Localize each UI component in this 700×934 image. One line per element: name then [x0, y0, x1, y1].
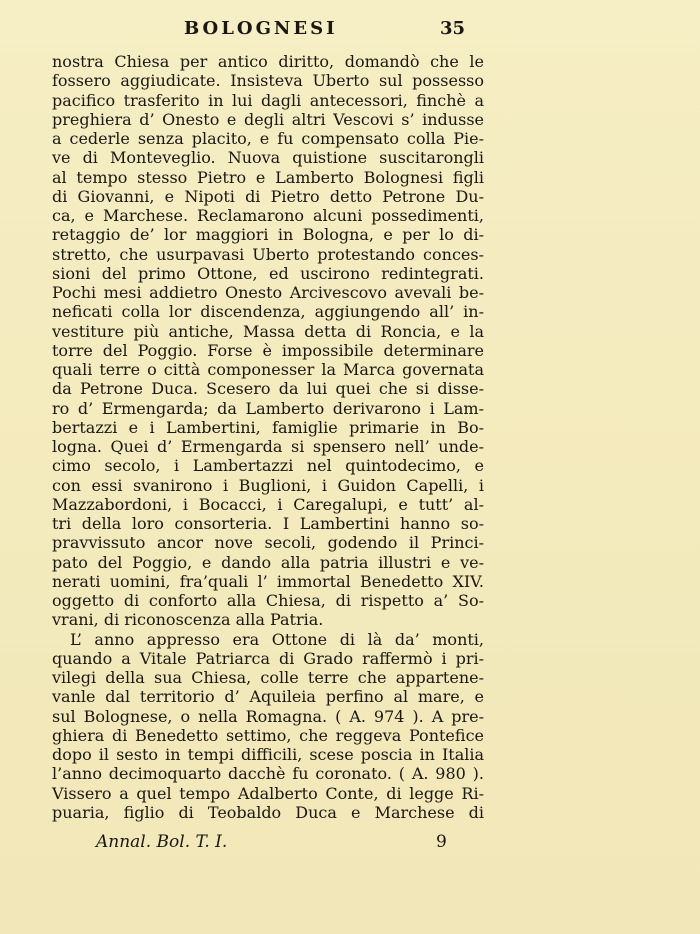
text-line: vanle dal territorio d’ Aquileia perfino al mare, e — [52, 687, 484, 707]
text-line: bertazzi e i Lambertini, famiglie primarie in Bo- — [52, 417, 484, 437]
text-line: dopo il sesto in tempi difficili, scese poscia in Italia — [52, 745, 484, 764]
text-line: nerati uomini, fra’quali l’ immortal Benedetto XIV. — [52, 571, 484, 591]
text-line: quando a Vitale Patriarca di Grado raffermò i pri- — [52, 648, 484, 668]
text-line: quali terre o città componesser la Marca governata — [52, 360, 484, 379]
text-line: stretto, che usurpavasi Uberto protestando conces- — [52, 244, 484, 264]
text-line: Mazzabordoni, i Bocacci, i Caregalupi, e tutt’ al- — [52, 494, 484, 514]
text-line: tri della loro consorteria. I Lambertini hanno so- — [52, 514, 484, 533]
text-line: da Petrone Duca. Scesero da lui quei che si disse- — [52, 379, 484, 399]
text-line: al tempo stesso Pietro e Lamberto Bolognesi figli — [52, 167, 484, 187]
text-line: l’anno decimoquarto dacchè fu coronato. ( A. 980 ). — [52, 764, 484, 784]
page-footer — [52, 832, 484, 856]
text-line: con essi svanirono i Buglioni, i Guidon Capelli, i — [52, 475, 484, 495]
running-head: BOLOGNESI — [184, 18, 338, 39]
text-line: Pochi mesi addietro Onesto Arcivescovo avevali be- — [52, 283, 484, 302]
text-line: ghiera di Benedetto settimo, che reggeva Pontefice — [52, 725, 484, 745]
sheet-number: 9 — [436, 832, 447, 852]
page-number: 35 — [440, 18, 466, 39]
text-line: neficati colla lor discendenza, aggiungendo all’ in- — [52, 302, 484, 322]
text-line: preghiera d’ Onesto e degli altri Vescovi s’ indusse — [52, 109, 484, 129]
paragraph-last-line: vrani, di riconoscenza alla Patria. — [52, 610, 324, 630]
text-line: nostra Chiesa per antico diritto, domandò che le — [52, 52, 484, 71]
text-line: ca, e Marchese. Reclamarono alcuni possedimenti, — [52, 206, 484, 225]
text-line: ro d’ Ermengarda; da Lamberto derivarono i Lam- — [52, 398, 484, 418]
signature-mark: Annal. Bol. T. I. — [96, 832, 228, 852]
text-line: vilegi della sua Chiesa, colle terre che appartene- — [52, 668, 484, 687]
text-line: sul Bolognese, o nella Romagna. ( A. 974 ). A pre- — [52, 706, 484, 726]
text-line: logna. Quei d’ Ermengarda si spensero nell’ unde- — [52, 437, 484, 456]
text-line: sioni del primo Ottone, ed uscirono redintegrati. — [52, 263, 484, 283]
body-text — [52, 52, 484, 822]
text-line: vestiture più antiche, Massa detta di Roncia, e la — [52, 321, 484, 341]
text-line: di Giovanni, e Nipoti di Pietro detto Petrone Du- — [52, 186, 484, 206]
text-line: torre del Poggio. Forse è impossibile determinare — [52, 340, 484, 360]
text-line: oggetto di conforto alla Chiesa, di rispetto a’ So- — [52, 591, 484, 610]
paragraph-first-line: L’ anno appresso era Ottone di là da’ monti, — [70, 629, 484, 649]
text-line: ve di Monteveglio. Nuova quistione suscitarongli — [52, 148, 484, 168]
page-header — [52, 18, 482, 46]
text-line: retaggio de’ lor maggiori in Bologna, e per lo di- — [52, 225, 484, 245]
text-line: cimo secolo, i Lambertazzi nel quintodecimo, e — [52, 456, 484, 476]
text-line: puaria, figlio di Teobaldo Duca e Marchese di — [52, 802, 484, 822]
text-line: fossero aggiudicate. Insisteva Uberto sul possesso — [52, 71, 484, 91]
text-line: a cederle senza placito, e fu compensato colla Pie- — [52, 129, 484, 148]
text-line: pacifico trasferito in lui dagli antecessori, finchè a — [52, 90, 484, 110]
text-line: pravvissuto ancor nove secoli, godendo il Princi- — [52, 533, 484, 553]
text-line: pato del Poggio, e dando alla patria illustri e ve- — [52, 552, 484, 572]
text-line: Vissero a quel tempo Adalberto Conte, di legge Ri- — [52, 783, 484, 803]
